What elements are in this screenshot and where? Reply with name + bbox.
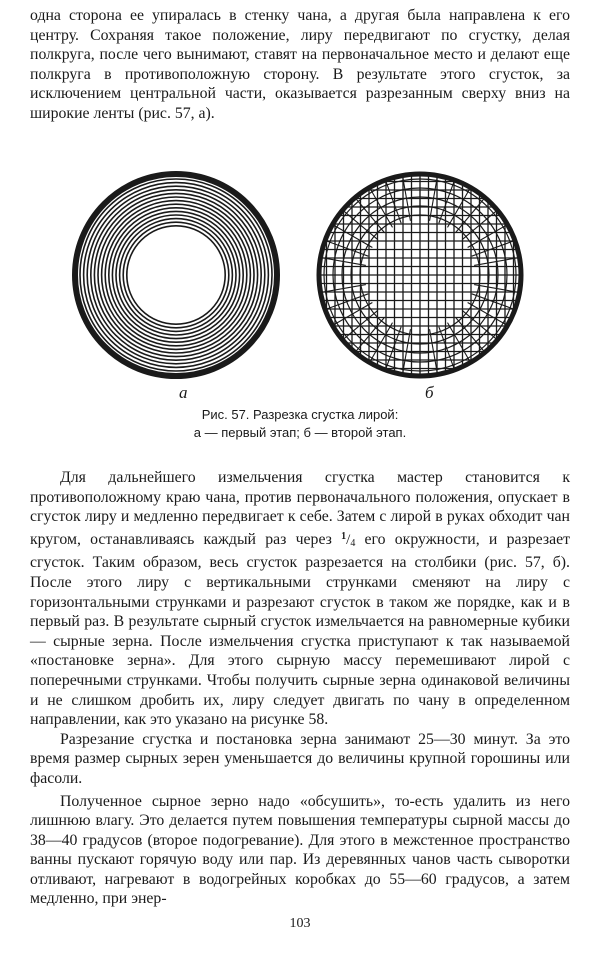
text-paragraph-top: [30, 6, 570, 124]
fraction-quarter: [341, 532, 355, 548]
figure-caption-title: Рис. 57. Разрезка сгустка лирой:: [201, 407, 399, 422]
figure-label-b: б: [425, 383, 434, 402]
paragraph-1-before: Для дальнейшего измельчения сгустка мастер становится к противоположному краю чана, против первоначального положения, опускает в сгусток лиру и медленно передвигает к себе. Затем с лирой в руках обходит чан кругом, останавливаясь каждый раз через: [30, 469, 570, 548]
figure-label-a: а: [179, 383, 188, 402]
text-body: [30, 468, 570, 909]
cut-ring: [84, 183, 269, 368]
paragraph-1: [30, 468, 570, 730]
cut-ring: [116, 215, 236, 335]
cut-ring: [127, 226, 225, 324]
fraction-slash: /: [346, 531, 351, 548]
cut-ring: [98, 197, 254, 353]
paragraph-3: Полученное сырное зерно надо «обсушить», то-есть удалить из него лишнюю влагу. Это делается путем повышения температуры сырной массы до 38—40 градусов (второе подогревание). Для этого в межстенное пространство ванны пускают горячую воду или пар. Из деревянных чанов часть сыворотки отливают, нагревают в водогрейных коробках до 55—60 градусов, а затем медленно, при энер-: [30, 792, 570, 908]
cut-ring: [87, 186, 265, 364]
paragraph-1-after: его окружности, и разрезает сгусток. Таким образом, весь сгусток разрезается на столбики (рис. 57, б). После этого лиру с вертикальными струнками сменяют на лиру с горизонтальными струнками и разрезают сгусток в таком же порядке, как и в первый раз. В результате сырный сгусток измельчается на равномерные кубики — сырные зерна. После измельчения сгустка приступают к так называемой «постановке зерна». Для этого сырную массу перемешивают лирой с поперечными струнками. Чтобы получить сырные зерна одинаковой величины и не слишком дробить их, лиру следует двигать по чану в определенном направлении, как это указано на рисунке 58.: [30, 530, 571, 729]
fraction-denominator: 4: [350, 537, 356, 549]
page-number: 103: [289, 916, 311, 931]
cut-ring: [120, 219, 233, 332]
paragraph-continuation: одна сторона ее упиралась в стенку чана, а другая была направлена к его центру. Сохраняя такое положение, лиру передвигают по сгустку, делая полкруга, после чего вынимают, ставят на первоначальное место и делают еще полкруга в противоположную сторону. В результате этого сгусток, за исключением центральной части, оказывается разрезанным сверху вниз на широкие ленты (рис. 57, а).: [30, 7, 570, 122]
paragraph-2: Разрезание сгустка и постановка зерна занимают 25—30 минут. За это время размер сырных зерен уменьшается до величины крупной горошины или фасоли.: [30, 730, 570, 787]
figure-caption-legend: а — первый этап; б — второй этап.: [193, 425, 407, 440]
figure-57: [0, 165, 600, 455]
cut-ring: [123, 222, 229, 328]
fraction-numerator: 1: [341, 530, 347, 542]
figure-a-concentric-cuts: [66, 165, 286, 385]
cut-ring: [109, 208, 243, 342]
figure-b-grid-cuts: [310, 165, 530, 385]
cut-ring: [112, 211, 239, 338]
